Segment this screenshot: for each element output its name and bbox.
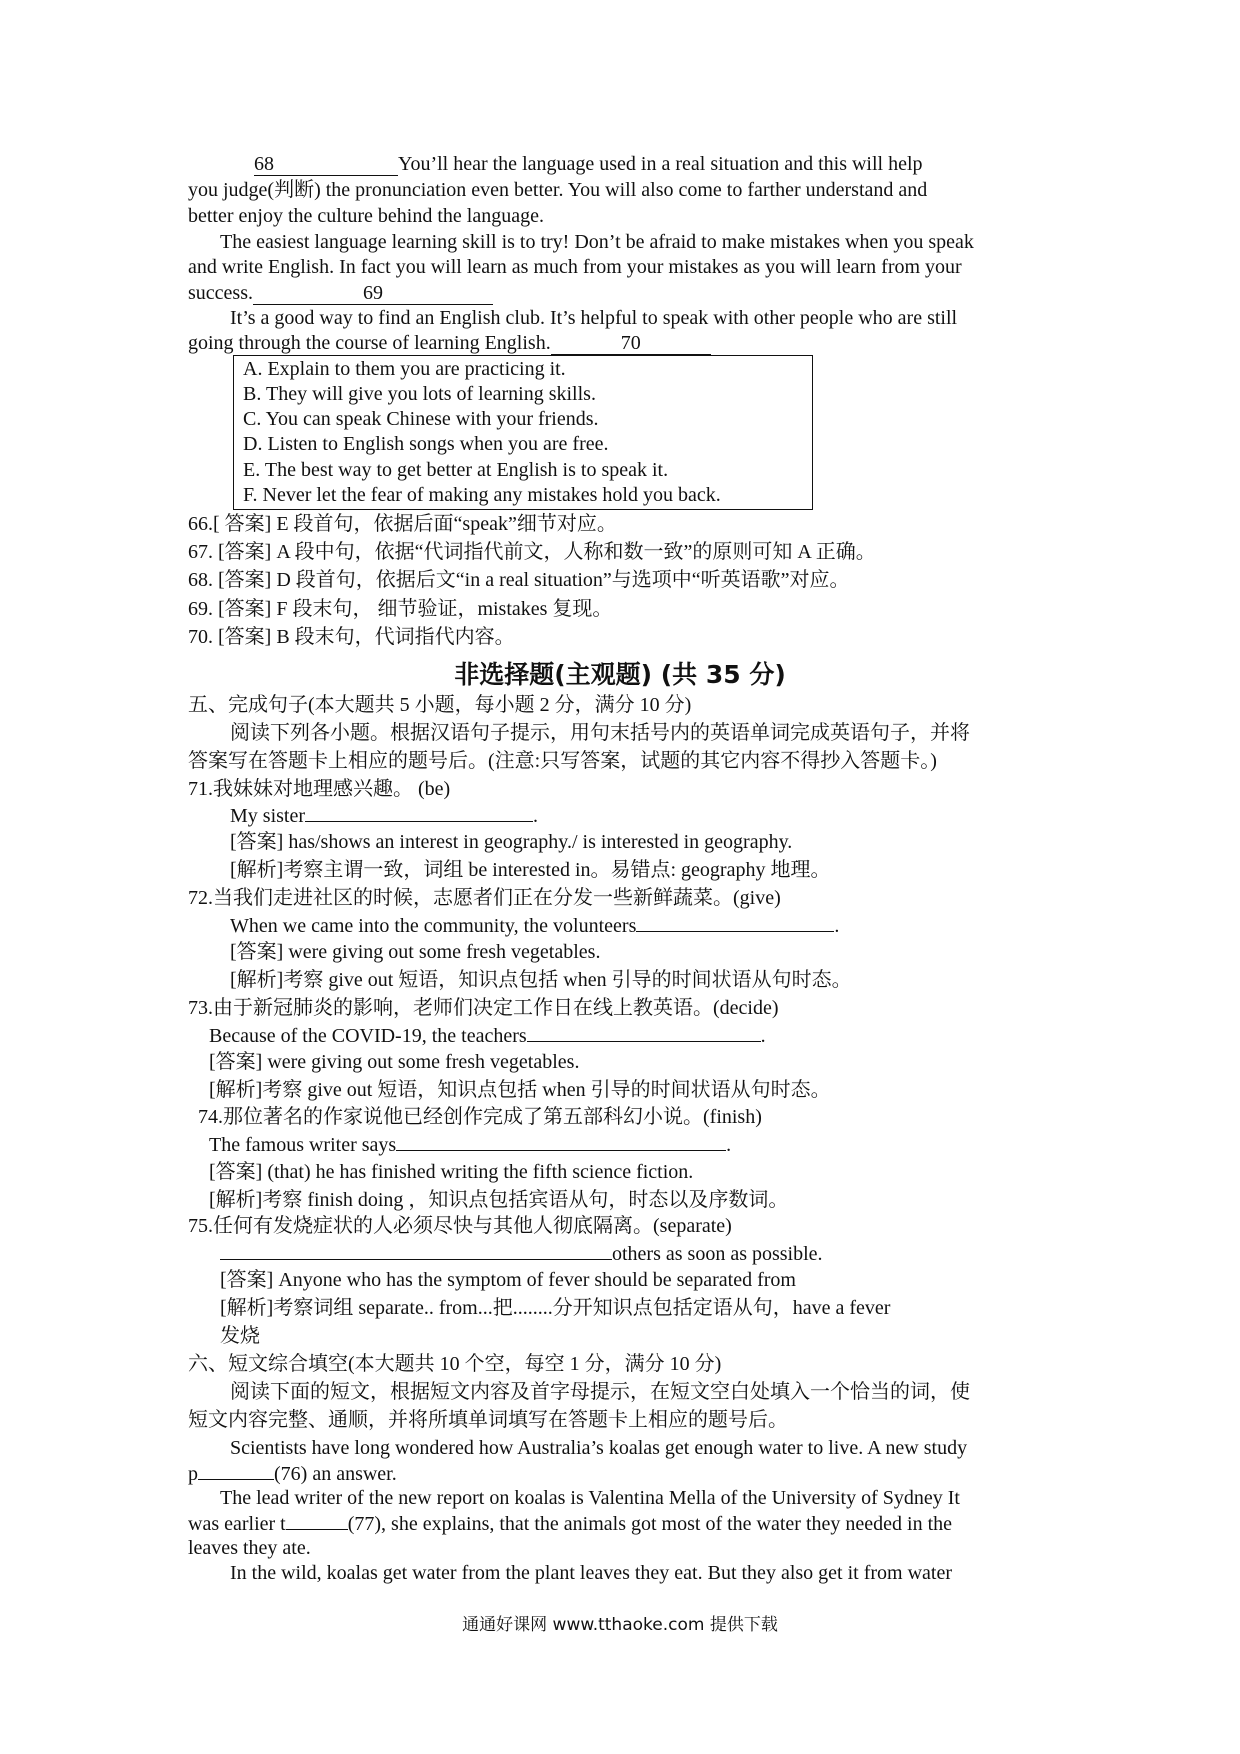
explanation-72: [解析]考察 give out 短语，知识点包括 when 引导的时间状语从句时态。 [230, 969, 852, 991]
part6-instruction: 阅读下面的短文，根据短文内容及首字母提示，在短文空白处填入一个恰当的词，使 [230, 1381, 970, 1403]
question-75: 75.任何有发烧症状的人必须尽快与其他人彻底隔离。(separate) [188, 1215, 732, 1237]
question-72-stem: When we came into the community, the volunteers . [230, 915, 840, 937]
blank-77 [286, 1511, 348, 1530]
blank-75 [220, 1241, 612, 1260]
passage-line: It’s a good way to find an English club. It’s helpful to speak with other people who are still [230, 307, 958, 329]
explanation-75: [解析]考察词组 separate.. from...把........分开知识点包括定语从句，have a fever [220, 1297, 891, 1319]
part5-instruction: 答案写在答题卡上相应的题号后。(注意:只写答案，试题的其它内容不得抄入答题卡。) [188, 750, 937, 772]
question-74: 74.那位著名的作家说他已经创作完成了第五部科幻小说。(finish) [198, 1106, 762, 1128]
part6-heading: 六、短文综合填空(本大题共 10 个空，每空 1 分，满分 10 分) [188, 1353, 722, 1375]
answer-73: [答案] were giving out some fresh vegetables. [209, 1051, 580, 1073]
answer-66: 66.[ 答案] E 段首句，依据后面“speak”细节对应。 [188, 513, 617, 535]
blank-71 [305, 803, 533, 822]
passage-line: better enjoy the culture behind the language. [188, 205, 544, 227]
blank-72 [636, 913, 834, 932]
blank-74 [396, 1132, 726, 1151]
answer-71: [答案] has/shows an interest in geography./ is interested in geography. [230, 831, 793, 853]
passage-line: p (76) an answer. [188, 1463, 397, 1485]
answer-68: 68. [答案] D 段首句，依据后文“in a real situation”与选项中“听英语歌”对应。 [188, 569, 850, 591]
passage-line: you judge(判断) the pronunciation even better. You will also come to farther understand and [188, 179, 928, 201]
explanation-71: [解析]考察主谓一致，词组 be interested in。易错点: geography 地理。 [230, 859, 831, 881]
passage-line: leaves they ate. [188, 1537, 311, 1559]
option-a: A. Explain to them you are practicing it. [243, 358, 566, 380]
passage-line: In the wild, koalas get water from the plant leaves they eat. But they also get it from water [230, 1562, 952, 1584]
answer-69: 69. [答案] F 段末句， 细节验证，mistakes 复现。 [188, 598, 613, 620]
blank-70: 70 [551, 332, 711, 355]
blank-73 [527, 1023, 761, 1042]
question-75-stem: others as soon as possible. [220, 1241, 823, 1265]
section-title: 非选择题(主观题) (共 35 分) [454, 660, 786, 689]
explanation-73: [解析]考察 give out 短语，知识点包括 when 引导的时间状语从句时态。 [209, 1079, 831, 1101]
question-71-stem: My sister . [230, 805, 538, 827]
question-71: 71.我妹妹对地理感兴趣。 (be) [188, 778, 451, 800]
question-72: 72.当我们走进社区的时候，志愿者们正在分发一些新鲜蔬菜。(give) [188, 887, 781, 909]
option-b: B. They will give you lots of learning skills. [243, 383, 596, 405]
part5-heading: 五、完成句子(本大题共 5 小题，每小题 2 分，满分 10 分) [188, 694, 692, 716]
explanation-74: [解析]考察 finish doing ，知识点包括宾语从句，时态以及序数词。 [209, 1189, 789, 1211]
part6-instruction: 短文内容完整、通顺，并将所填单词填写在答题卡上相应的题号后。 [188, 1409, 788, 1431]
passage-line: 68 You’ll hear the language used in a real situation and this will help [254, 153, 923, 175]
blank-69: 69 [253, 282, 493, 305]
passage-line: and write English. In fact you will learn as much from your mistakes as you will learn from your [188, 256, 962, 278]
passage-line: The lead writer of the new report on koalas is Valentina Mella of the University of Sydney It [220, 1487, 960, 1509]
answer-67: 67. [答案] A 段中句，依据“代词指代前文，人称和数一致”的原则可知 A 正确。 [188, 541, 876, 563]
passage-line: was earlier t (77), she explains, that the animals got most of the water they needed in the [188, 1513, 953, 1535]
passage-line: going through the course of learning English. 70 [188, 331, 711, 355]
option-e: E. The best way to get better at English is to speak it. [243, 459, 669, 481]
option-d: D. Listen to English songs when you are free. [243, 433, 609, 455]
passage-line: success. 69 [188, 281, 493, 305]
option-f: F. Never let the fear of making any mistakes hold you back. [243, 484, 721, 506]
part5-instruction: 阅读下列各小题。根据汉语句子提示，用句末括号内的英语单词完成英语句子，并将 [230, 722, 970, 744]
passage-line: The easiest language learning skill is to try! Don’t be afraid to make mistakes when you speak [220, 231, 974, 253]
answer-72: [答案] were giving out some fresh vegetables. [230, 941, 601, 963]
blank-68: 68 [254, 153, 398, 176]
question-73-stem: Because of the COVID-19, the teachers . [209, 1025, 766, 1047]
blank-76 [198, 1461, 274, 1480]
page-footer: 通通好课网 www.tthaoke.com 提供下载 [462, 1615, 778, 1635]
explanation-75-cont: 发烧 [220, 1325, 260, 1347]
answer-75: [答案] Anyone who has the symptom of fever should be separated from [220, 1269, 796, 1291]
answer-74: [答案] (that) he has finished writing the fifth science fiction. [209, 1161, 694, 1183]
question-73: 73.由于新冠肺炎的影响，老师们决定工作日在线上教英语。(decide) [188, 997, 779, 1019]
passage-line: Scientists have long wondered how Australia’s koalas get enough water to live. A new study [230, 1437, 968, 1459]
answer-70: 70. [答案] B 段末句，代词指代内容。 [188, 626, 515, 648]
question-74-stem: The famous writer says . [209, 1134, 732, 1156]
option-c: C. You can speak Chinese with your friends. [243, 408, 599, 430]
